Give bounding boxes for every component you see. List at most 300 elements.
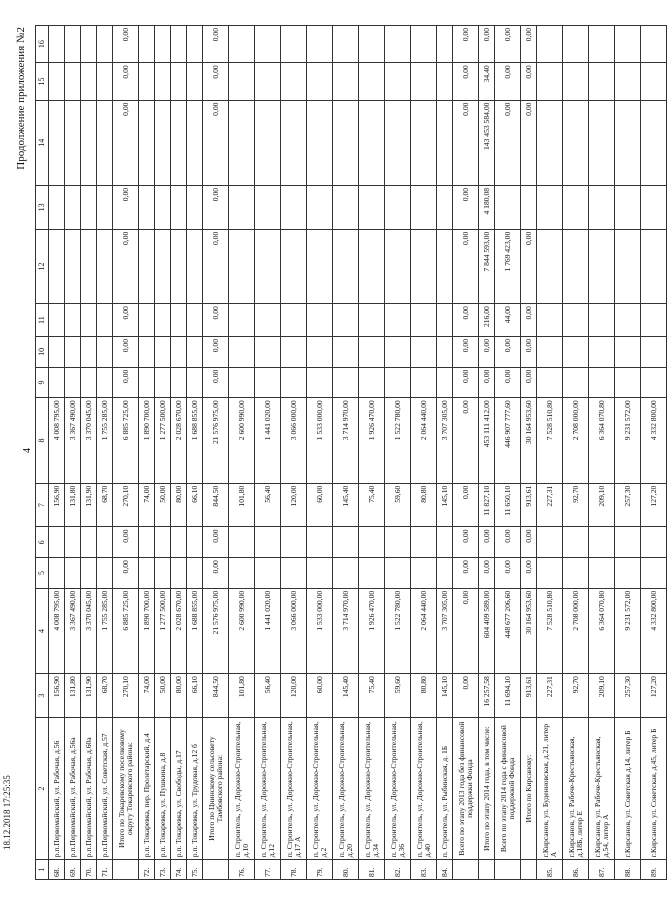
value-cell: 1 755 285,00 <box>97 588 113 673</box>
value-cell <box>81 185 97 229</box>
value-cell <box>255 63 281 100</box>
value-cell <box>615 337 641 368</box>
table-row <box>97 26 113 880</box>
address-cell: п. Строитель, ул. Рыбинская, д. 1Б <box>437 717 453 859</box>
address-cell: г.Кирсанов, ул. Рабоче-Крестьянская, д.54, литер А <box>589 717 615 859</box>
value-cell <box>229 185 255 229</box>
value-cell <box>385 26 411 63</box>
value-cell <box>307 26 333 63</box>
value-cell: 0,00 <box>521 100 537 185</box>
value-cell: 0,00 <box>479 527 495 558</box>
address-cell: Итого по Токаревскому поселковому округу Токаревского района: <box>113 717 139 859</box>
value-cell: 0,00 <box>113 185 139 229</box>
value-cell: 3 367 490,00 <box>65 588 81 673</box>
value-cell <box>411 63 437 100</box>
value-cell <box>537 527 563 558</box>
value-cell: 120,00 <box>281 674 307 718</box>
table-row <box>65 26 81 880</box>
value-cell: 0,00 <box>453 588 479 673</box>
value-cell: 30 164 953,60 <box>521 588 537 673</box>
table-row <box>333 26 359 880</box>
value-cell: 2 064 440,00 <box>411 588 437 673</box>
value-cell <box>81 26 97 63</box>
value-cell: 0,00 <box>453 63 479 100</box>
row-number: 71. <box>97 860 113 880</box>
value-cell: 0,00 <box>479 558 495 589</box>
value-cell <box>65 26 81 63</box>
value-cell: 0,00 <box>495 527 521 558</box>
value-cell: 0,00 <box>453 26 479 63</box>
value-cell <box>641 527 667 558</box>
value-cell: 92,70 <box>563 483 589 527</box>
value-cell: 227,31 <box>537 483 563 527</box>
value-cell: 30 164 953,60 <box>521 398 537 483</box>
value-cell <box>49 63 65 100</box>
value-cell <box>359 337 385 368</box>
value-cell <box>81 527 97 558</box>
value-cell <box>589 558 615 589</box>
value-cell <box>563 304 589 337</box>
value-cell: 0,00 <box>203 558 229 589</box>
value-cell: 0,00 <box>203 304 229 337</box>
value-cell <box>563 185 589 229</box>
table-row <box>437 26 453 880</box>
value-cell <box>139 229 155 303</box>
value-cell <box>65 229 81 303</box>
table-row <box>281 26 307 880</box>
value-cell: 75,40 <box>359 674 385 718</box>
value-cell <box>97 185 113 229</box>
row-number <box>521 860 537 880</box>
value-cell: 145,40 <box>333 674 359 718</box>
value-cell <box>81 229 97 303</box>
value-cell: 1 769 423,00 <box>495 229 521 303</box>
table-row <box>255 26 281 880</box>
value-cell <box>641 100 667 185</box>
table-row <box>49 26 65 880</box>
column-number-header: 4 <box>36 588 49 673</box>
value-cell <box>97 26 113 63</box>
value-cell: 4 008 795,00 <box>49 588 65 673</box>
value-cell: 56,40 <box>255 674 281 718</box>
value-cell <box>65 100 81 185</box>
value-cell: 1 890 700,00 <box>139 398 155 483</box>
value-cell <box>641 229 667 303</box>
value-cell <box>333 304 359 337</box>
value-cell <box>49 229 65 303</box>
value-cell <box>563 527 589 558</box>
value-cell: 913,61 <box>521 674 537 718</box>
value-cell: 127,20 <box>641 483 667 527</box>
value-cell: 56,40 <box>255 483 281 527</box>
row-number: 79. <box>307 860 333 880</box>
value-cell <box>537 337 563 368</box>
page-number: 4 <box>22 448 33 453</box>
value-cell <box>255 558 281 589</box>
row-number: 77. <box>255 860 281 880</box>
column-number-header: 16 <box>36 26 49 63</box>
value-cell: 0,00 <box>113 304 139 337</box>
value-cell: 60,00 <box>307 674 333 718</box>
value-cell <box>411 185 437 229</box>
value-cell <box>359 100 385 185</box>
row-number <box>203 860 229 880</box>
value-cell <box>359 367 385 398</box>
value-cell: 74,00 <box>139 674 155 718</box>
value-cell: 3 370 045,00 <box>81 398 97 483</box>
value-cell <box>437 367 453 398</box>
value-cell: 2 600 990,00 <box>229 588 255 673</box>
value-cell <box>139 26 155 63</box>
value-cell: 0,00 <box>113 337 139 368</box>
column-number-header: 14 <box>36 100 49 185</box>
value-cell: 0,00 <box>495 26 521 63</box>
value-cell <box>641 185 667 229</box>
value-cell <box>281 185 307 229</box>
value-cell <box>81 100 97 185</box>
subtotal-row <box>495 26 521 880</box>
value-cell <box>81 337 97 368</box>
value-cell <box>255 527 281 558</box>
value-cell <box>139 63 155 100</box>
value-cell <box>187 185 203 229</box>
value-cell <box>187 229 203 303</box>
value-cell: 0,00 <box>203 63 229 100</box>
value-cell <box>97 63 113 100</box>
value-cell: 0,00 <box>495 558 521 589</box>
address-cell: р.п. Токаревка, ул. Свободы, д.17 <box>171 717 187 859</box>
value-cell: 3 714 970,00 <box>333 398 359 483</box>
table-row <box>411 26 437 880</box>
address-cell: р.п.Первомайский, ул. Рабочая, д.60а <box>81 717 97 859</box>
value-cell: 0,00 <box>495 100 521 185</box>
value-cell <box>187 304 203 337</box>
value-cell <box>65 558 81 589</box>
value-cell: 80,00 <box>171 483 187 527</box>
value-cell <box>281 26 307 63</box>
value-cell: 0,00 <box>495 63 521 100</box>
value-cell <box>171 558 187 589</box>
column-number-header: 9 <box>36 367 49 398</box>
table-row <box>385 26 411 880</box>
value-cell <box>641 558 667 589</box>
value-cell <box>171 304 187 337</box>
value-cell <box>589 26 615 63</box>
value-cell <box>155 337 171 368</box>
row-number: 82. <box>385 860 411 880</box>
housing-program-table <box>35 25 667 880</box>
value-cell <box>359 527 385 558</box>
column-number-header: 3 <box>36 674 49 718</box>
value-cell <box>537 229 563 303</box>
value-cell: 66,10 <box>187 674 203 718</box>
value-cell: 0,00 <box>495 337 521 368</box>
value-cell <box>333 185 359 229</box>
value-cell <box>81 304 97 337</box>
value-cell <box>333 367 359 398</box>
value-cell: 2 708 000,00 <box>563 398 589 483</box>
column-number-header: 13 <box>36 185 49 229</box>
value-cell <box>333 229 359 303</box>
row-number: 83. <box>411 860 437 880</box>
table-row <box>615 26 641 880</box>
value-cell <box>437 100 453 185</box>
value-cell: 1 441 020,00 <box>255 398 281 483</box>
value-cell <box>49 337 65 368</box>
value-cell <box>229 304 255 337</box>
row-number <box>479 860 495 880</box>
print-timestamp: 18.12.2018 17:25:35 <box>2 775 12 850</box>
value-cell <box>81 558 97 589</box>
address-cell: р.п. Токаревка, пер. Пролетарский, д.4 <box>139 717 155 859</box>
value-cell: 0,00 <box>203 26 229 63</box>
value-cell <box>155 367 171 398</box>
value-cell <box>385 304 411 337</box>
address-cell: г.Кирсанов, ул. Советская, д.45, литер Б <box>641 717 667 859</box>
value-cell <box>171 337 187 368</box>
column-number-header: 7 <box>36 483 49 527</box>
value-cell <box>229 527 255 558</box>
value-cell <box>537 304 563 337</box>
value-cell <box>229 229 255 303</box>
value-cell <box>537 63 563 100</box>
value-cell <box>139 367 155 398</box>
value-cell <box>615 558 641 589</box>
value-cell <box>615 26 641 63</box>
value-cell <box>255 100 281 185</box>
value-cell <box>229 26 255 63</box>
value-cell: 80,80 <box>411 483 437 527</box>
table-row <box>641 26 667 880</box>
value-cell <box>615 229 641 303</box>
value-cell <box>411 100 437 185</box>
value-cell: 101,80 <box>229 483 255 527</box>
address-cell: р.п. Токаревка, ул. Пушкина, д.8 <box>155 717 171 859</box>
value-cell: 0,00 <box>203 367 229 398</box>
value-cell <box>187 100 203 185</box>
value-cell: 3 370 045,00 <box>81 588 97 673</box>
table-row <box>307 26 333 880</box>
value-cell <box>139 337 155 368</box>
value-cell: 59,60 <box>385 674 411 718</box>
value-cell: 3 066 000,00 <box>281 588 307 673</box>
row-number <box>495 860 521 880</box>
header-row <box>36 26 49 880</box>
value-cell: 209,10 <box>589 483 615 527</box>
value-cell: 2 708 000,00 <box>563 588 589 673</box>
address-cell: г.Кирсанов, ул. Советская д.14, литер Б <box>615 717 641 859</box>
rotated-document-page <box>15 25 658 880</box>
value-cell: 1 890 700,00 <box>139 588 155 673</box>
address-cell: п. Строитель, ул. Дорожно-Строительная, д.40 <box>411 717 437 859</box>
value-cell <box>255 185 281 229</box>
value-cell: 16 257,58 <box>479 674 495 718</box>
value-cell <box>187 527 203 558</box>
value-cell <box>281 304 307 337</box>
value-cell <box>281 63 307 100</box>
value-cell: 0,00 <box>113 26 139 63</box>
value-cell <box>81 63 97 100</box>
value-cell <box>411 229 437 303</box>
value-cell: 3 714 970,00 <box>333 588 359 673</box>
value-cell <box>615 304 641 337</box>
value-cell <box>333 527 359 558</box>
value-cell <box>437 304 453 337</box>
row-number: 87. <box>589 860 615 880</box>
value-cell <box>281 337 307 368</box>
value-cell: 11 650,10 <box>495 483 521 527</box>
value-cell <box>229 367 255 398</box>
column-number-header: 1 <box>36 860 49 880</box>
value-cell: 145,10 <box>437 483 453 527</box>
value-cell: 270,10 <box>113 674 139 718</box>
value-cell <box>615 63 641 100</box>
value-cell: 9 231 572,00 <box>615 588 641 673</box>
value-cell <box>615 100 641 185</box>
value-cell: 80,80 <box>411 674 437 718</box>
value-cell: 844,50 <box>203 674 229 718</box>
value-cell: 0,00 <box>113 63 139 100</box>
value-cell <box>437 337 453 368</box>
row-number <box>453 860 479 880</box>
value-cell <box>155 63 171 100</box>
value-cell <box>307 337 333 368</box>
value-cell <box>641 367 667 398</box>
value-cell <box>255 304 281 337</box>
value-cell: 448 677 206,60 <box>495 588 521 673</box>
value-cell <box>155 185 171 229</box>
value-cell: 80,00 <box>171 674 187 718</box>
column-number-header: 5 <box>36 558 49 589</box>
value-cell: 4 332 800,00 <box>641 588 667 673</box>
value-cell: 0,00 <box>521 63 537 100</box>
value-cell: 0,00 <box>453 398 479 483</box>
address-cell: Всего по этапу 2013 года без финансовой поддержки Фонда <box>453 717 479 859</box>
value-cell: 2 028 670,00 <box>171 398 187 483</box>
value-cell: 44,00 <box>495 304 521 337</box>
table-row <box>589 26 615 880</box>
value-cell <box>411 26 437 63</box>
value-cell <box>307 558 333 589</box>
value-cell: 0,00 <box>521 558 537 589</box>
value-cell: 0,00 <box>521 26 537 63</box>
value-cell <box>563 558 589 589</box>
value-cell <box>385 63 411 100</box>
value-cell: 0,00 <box>453 527 479 558</box>
value-cell <box>563 63 589 100</box>
value-cell: 1 926 470,00 <box>359 588 385 673</box>
value-cell: 11 827,10 <box>479 483 495 527</box>
value-cell <box>385 527 411 558</box>
subtotal-row <box>113 26 139 880</box>
value-cell: 0,00 <box>479 26 495 63</box>
table-body <box>36 26 667 880</box>
value-cell: 216,00 <box>479 304 495 337</box>
value-cell: 101,80 <box>229 674 255 718</box>
value-cell <box>97 229 113 303</box>
value-cell <box>563 337 589 368</box>
value-cell <box>307 367 333 398</box>
value-cell: 0,00 <box>203 100 229 185</box>
value-cell <box>385 100 411 185</box>
value-cell: 3 707 305,00 <box>437 588 453 673</box>
value-cell: 0,00 <box>113 100 139 185</box>
value-cell <box>255 229 281 303</box>
row-number <box>113 860 139 880</box>
value-cell <box>65 185 81 229</box>
value-cell: 4 008 795,00 <box>49 398 65 483</box>
value-cell: 0,00 <box>521 527 537 558</box>
value-cell <box>359 63 385 100</box>
address-cell: Итого по Цнинскому сельсовету Тамбовского района: <box>203 717 229 859</box>
value-cell <box>139 558 155 589</box>
value-cell: 0,00 <box>113 527 139 558</box>
column-number-header: 11 <box>36 304 49 337</box>
value-cell <box>641 337 667 368</box>
value-cell: 0,00 <box>495 367 521 398</box>
value-cell: 453 111 412,00 <box>479 398 495 483</box>
table-row <box>229 26 255 880</box>
value-cell <box>65 527 81 558</box>
value-cell <box>563 367 589 398</box>
value-cell <box>333 26 359 63</box>
value-cell: 0,00 <box>521 337 537 368</box>
value-cell <box>589 185 615 229</box>
value-cell: 120,00 <box>281 483 307 527</box>
value-cell <box>139 527 155 558</box>
value-cell <box>537 26 563 63</box>
value-cell: 1 277 500,00 <box>155 588 171 673</box>
value-cell: 257,30 <box>615 674 641 718</box>
address-cell: Итого по этапу 2014 года, в том числе: <box>479 717 495 859</box>
value-cell: 0,00 <box>479 337 495 368</box>
value-cell <box>437 229 453 303</box>
value-cell <box>641 26 667 63</box>
value-cell: 0,00 <box>453 367 479 398</box>
value-cell: 0,00 <box>453 558 479 589</box>
value-cell <box>589 63 615 100</box>
value-cell <box>589 337 615 368</box>
value-cell: 50,00 <box>155 483 171 527</box>
value-cell <box>97 558 113 589</box>
value-cell: 131,80 <box>65 674 81 718</box>
value-cell: 913,61 <box>521 483 537 527</box>
value-cell: 7 528 510,80 <box>537 588 563 673</box>
value-cell <box>589 367 615 398</box>
value-cell <box>171 26 187 63</box>
value-cell <box>81 367 97 398</box>
row-number: 74. <box>171 860 187 880</box>
value-cell <box>229 63 255 100</box>
address-cell: г.Кирсанов, ул. Рабоче-Крестьянская, д.18Б, литер Е <box>563 717 589 859</box>
value-cell: 1 688 855,00 <box>187 588 203 673</box>
value-cell <box>155 304 171 337</box>
value-cell <box>537 367 563 398</box>
value-cell <box>155 100 171 185</box>
value-cell <box>187 558 203 589</box>
value-cell: 0,00 <box>521 304 537 337</box>
subtotal-row <box>521 26 537 880</box>
table-row <box>563 26 589 880</box>
value-cell: 0,00 <box>203 527 229 558</box>
value-cell: 2 064 440,00 <box>411 398 437 483</box>
value-cell <box>229 558 255 589</box>
value-cell <box>563 229 589 303</box>
row-number: 78. <box>281 860 307 880</box>
address-cell: р.п. Токаревка, ул. Трудовая, д.12 б <box>187 717 203 859</box>
value-cell <box>97 337 113 368</box>
value-cell <box>281 558 307 589</box>
